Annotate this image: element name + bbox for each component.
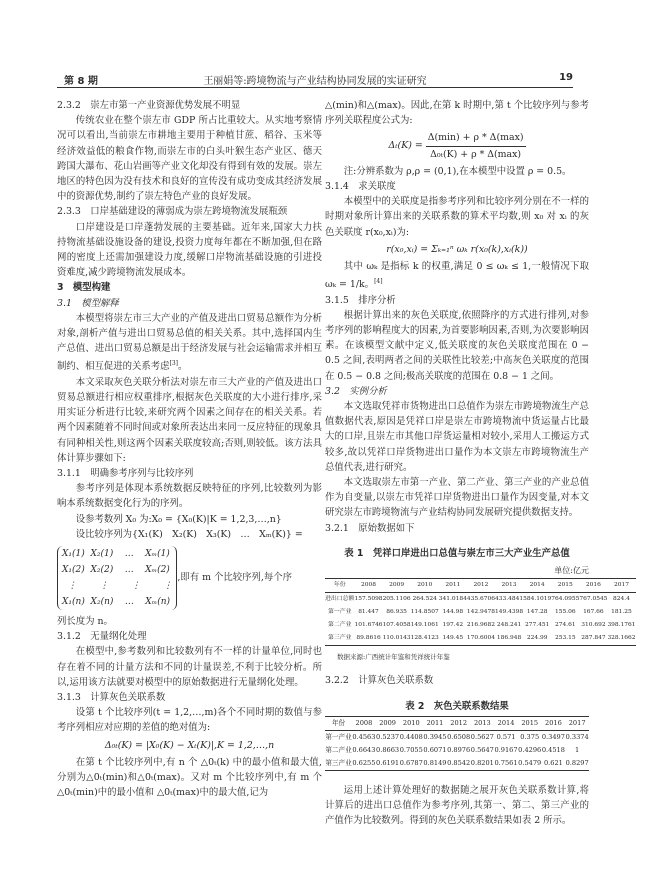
table-cell: 155.06 xyxy=(554,609,576,616)
table-cell: 0.6191 xyxy=(376,758,400,767)
table-header-cell: 2016 xyxy=(545,718,562,727)
row-label-cell: 第三产业 xyxy=(325,758,352,767)
table-cell: 277.451 xyxy=(524,622,550,629)
table-cell: 0.7055 xyxy=(399,745,423,754)
matrix-row: X₁(2) X₂(2) … Xₘ(2) xyxy=(62,565,170,576)
row-label-cell: 进出口总额 xyxy=(325,596,355,603)
left-column xyxy=(57,98,322,800)
row-label-cell: 第二产业 xyxy=(325,745,352,754)
table-cell: 0.3374 xyxy=(565,732,589,741)
formula-note: 注:分辨系数为 ρ,ρ = (0,1),在本模型中设置 ρ = 0.5。 xyxy=(343,165,572,177)
table-cell: 287.847 xyxy=(581,635,606,642)
table-header-cell: 2010 xyxy=(417,582,433,589)
section-3-2-2-heading: 3.2.2 计算灰色关联系数 xyxy=(325,675,434,687)
comparison-matrix xyxy=(57,546,177,610)
table-header-cell: 2017 xyxy=(568,718,586,727)
section-2-3-2-heading: 2.3.2 崇左市第一产业资源优势发展不明显 xyxy=(57,100,241,111)
section-2-3-2-paragraph: 传统农业在整个崇左市 GDP 所占比重较大。从实地考察情况可以看出,当前崇左市耕地主要用于种植甘蔗、稻谷、玉米等经济效益低的粮食作物,而崇左市的白头叶猴生态产业区、德天跨国大瀑布、花山岩画等产业文化却没有得到有效的发展。崇左地区的特色因为没有技术和良好的宣传没有成功变成其经济发展中的资源优势,制约了崇左特色产业的良好发展。 xyxy=(57,115,322,203)
table-cell: 110.0143 xyxy=(382,635,411,642)
section-3-1-3-paragraph-2: 在第 t 个比较序列中,有 n 个 △0ₜ(k) 中的最小值和最大值,分别为△0ₜ(min)和△0ₜ(max)。又对 m 个比较序列中,有 m 个△0ₜ(min)中的最小值和 △0ₜ(max)中的最大值,记为 xyxy=(57,756,322,799)
table-cell: 89.8616 xyxy=(356,635,381,642)
table-header-cell: 年份 xyxy=(331,718,346,727)
table-cell: 86.935 xyxy=(386,609,407,616)
section-2-3-3-paragraph: 口岸建设是口岸蓬勃发展的主要基础。近年来,国家大力扶持物流基础设施设备的建设,投资力度每年都在不断加强,但在路网的密度上还需加强建设力度,缓解口岸物流基础设施的引进投资难度,减少跨境物流发展成本。 xyxy=(57,221,322,279)
section-3-2-paragraph-1: 本文选取凭祥市货物进出口总值作为崇左市跨境物流生产总值数据代表,原因是凭祥口岸是崇左市跨境物流中货运量占比最大的口岸,且崇左市其他口岸货运量相对较小,采用人工搬运方式较多,故以凭祥口岸货物进出口量作为本文崇左市跨境物流生产总值代表,进行研究。 xyxy=(325,400,589,473)
table-cell: 0.8663 xyxy=(376,745,400,754)
table-cell: 128.4123 xyxy=(410,635,439,642)
table-cell: 435.6706 xyxy=(466,596,495,603)
section-3-1-4-heading: 3.1.4 求关联度 xyxy=(325,181,396,193)
row-label-cell: 第三产业 xyxy=(327,635,352,642)
table-cell: 101.6746 xyxy=(354,622,383,629)
table-header-cell: 2015 xyxy=(521,718,539,727)
table-cell: 0.4408 xyxy=(399,732,423,741)
table-1 xyxy=(325,578,636,646)
table-2 xyxy=(325,716,589,771)
table-cell: 186.948 xyxy=(496,635,522,642)
grey-relational-grade-formula: r(x₀,xᵢ) = Σₖ₌₁ⁿ ωₖ r(x₀(k),xᵢ(k)) xyxy=(386,243,528,255)
table-header-cell: 2011 xyxy=(445,582,461,589)
table-header-cell: 2017 xyxy=(613,582,629,589)
table-cell: 767.0545 xyxy=(579,596,608,603)
section-3-1-3-paragraph-1: 设第 t 个比较序列(t = 1,2,…,m)各个不同时期的数值与参考序列相应对应期的差值的绝对值为: xyxy=(57,707,322,734)
section-3-1-5-paragraph: 根据计算出来的灰色关联度,依照降序的方式进行排列,对参考序列的影响程度大的因素,为首要影响因素,否则,为次要影响因素。在该模型文献中定义,低关联度的灰色关联度范围在 0 − 0.5 之间,表明两者之间的关联性比较差;中高灰色关联度的范围在 0.5 − 0.8 之间;极高关联度的范围在 0.8 − 1 之间。 xyxy=(325,309,589,382)
table-cell: 310.692 xyxy=(581,622,606,629)
table-cell: 264.524 xyxy=(412,596,437,603)
table-header-cell: 2011 xyxy=(426,718,444,727)
table-cell: 149.4398 xyxy=(495,609,524,616)
section-3-1-1-paragraph: 参考序列是体现本系统数据反映特征的序列,比较数列为影响本系统数据变化行为的序列。 xyxy=(57,483,322,510)
table-cell: 0.6255 xyxy=(352,758,376,767)
final-paragraph: 运用上述计算处理好的数据随之展开灰色关联系数计算,将计算后的进出口总值作为参考序列,其第一、第二、第三产业的产值作为比较数列。得到的灰色关联系数结果如表 2 所示。 xyxy=(325,784,589,827)
table-cell: 341.0184 xyxy=(438,596,467,603)
reference-sequence-definition: 设参考数列 X₀ 为:X₀ = {X₀(K)|K = 1,2,3,…,n} xyxy=(75,513,282,525)
table-row xyxy=(325,593,636,607)
section-3-1-4-paragraph: 本模型中的关联度是指参考序列和比较序列分别在不一样的时期对象所计算出来的关联系数的算术平均数,则 x₀ 对 xᵢ 的灰色关联度 r(x₀,xᵢ)为: xyxy=(325,196,589,238)
table-cell: 0.5647 xyxy=(470,745,494,754)
table-row xyxy=(325,632,636,646)
section-3-1-3-heading: 3.1.3 计算灰色关联系数 xyxy=(57,692,166,704)
table-cell: 764.0955 xyxy=(551,596,580,603)
table-cell: 170.6004 xyxy=(466,635,495,642)
table-cell: 274.61 xyxy=(554,622,576,629)
section-3-1-paragraph-2: 本文采取灰色关联分析法对崇左市三大产业的产值及进出口贸易总额进行相应权重排序,根据灰色关联度的大小进行排序,采用实证分析进行比较,来研究两个因素之间存在的相关关系。若两个因素随着不同时间或对象所表达出来同一反应特征的现象具有同种相关性,则这两个因素关联度较高;否则,则较低。该方法具体计算步骤如下: xyxy=(57,376,322,464)
table-cell: 0.5479 xyxy=(518,758,542,767)
table-cell: 433.4841 xyxy=(495,596,524,603)
table-cell: 144.98 xyxy=(442,609,464,616)
table-cell: 398.1761 xyxy=(607,622,636,629)
table-cell: 216.9682 xyxy=(466,622,495,629)
table-cell: 0.3497 xyxy=(541,732,565,741)
continued-paragraph: △(min)和△(max)。因此,在第 k 时期中,第 t 个比较序列与参考序列关联程度公式为: xyxy=(325,100,589,127)
row-label-cell: 第一产业 xyxy=(325,732,352,741)
running-header xyxy=(57,36,573,87)
matrix-row: X₁(1) X₂(1) … Xₘ(1) xyxy=(62,549,170,560)
section-3-1-2-paragraph: 在模型中,参考数列和比较数列有不一样的计量单位,同时也存在着不同的计量方法和不同的计量误差,不利于比较分析。所以,运用该方法就要对模型中的原始数据进行无量纲化处理。 xyxy=(57,646,322,688)
sequence-length-text: 列长度为 n。 xyxy=(57,616,113,628)
table-cell: 0.6787 xyxy=(399,758,423,767)
table-cell: 0.9167 xyxy=(494,745,518,754)
section-3-1-heading: 3.1 模型解释 xyxy=(57,297,119,309)
table-cell: 81.447 xyxy=(358,609,379,616)
section-3-2-1-heading: 3.2.1 原始数据如下 xyxy=(325,522,415,534)
table-row xyxy=(325,730,589,744)
table-row xyxy=(325,606,636,619)
table-cell: 157.5098 xyxy=(354,596,383,603)
table-header-cell: 2013 xyxy=(501,582,517,589)
table-cell: 0.4518 xyxy=(541,745,565,754)
formula-denominator: Δ₀ₜ(K) + ρ * Δ(max) xyxy=(430,148,522,160)
table-cell: 0.8542 xyxy=(447,758,471,767)
weight-explanation: 其中 ωₖ 是指标 k 的权重,满足 0 ≤ ωₖ ≤ 1,一般情况下取 ωₖ = 1/k。[4] xyxy=(325,261,589,291)
table-cell: 0.8297 xyxy=(565,758,589,767)
table-cell: 149.1061 xyxy=(410,622,439,629)
table-1-header-row xyxy=(325,579,636,593)
table-header-cell: 2008 xyxy=(361,582,376,589)
table-cell: 224.99 xyxy=(526,635,548,642)
table-header-cell: 2010 xyxy=(402,718,420,727)
table-cell: 0.5627 xyxy=(470,732,494,741)
citation-4: [4] xyxy=(374,278,383,286)
table-cell: 0.375 xyxy=(520,732,540,741)
section-3-1-5-heading: 3.1.5 排序分析 xyxy=(325,294,396,306)
table-cell: 114.8507 xyxy=(410,609,439,616)
table-cell: 107.4058 xyxy=(382,622,411,629)
comparison-sequence-definition: 设比较序列为{X₁(K) X₂(K) X₃(K) … Xₘ(K)} = xyxy=(75,528,303,540)
table-cell: 0.571 xyxy=(496,732,516,741)
matrix-caption: ,即有 m 个比较序列,每个序 xyxy=(177,572,292,584)
table-cell: 0.4563 xyxy=(352,732,376,741)
table-cell: 0.3945 xyxy=(423,732,447,741)
table-header-cell: 2009 xyxy=(379,718,396,727)
formula-numerator: Δ(min) + ρ * Δ(max) xyxy=(426,130,526,146)
table-row xyxy=(325,744,589,757)
table-cell: 0.6071 xyxy=(423,745,447,754)
table-cell: 0.4296 xyxy=(518,745,542,754)
matrix-row: X₁(n) X₂(n) … Xₘ(n) xyxy=(62,597,171,608)
table-cell: 149.45 xyxy=(442,635,464,642)
table-1-source: 数据来源:广西统计年鉴和凭祥统计年鉴 xyxy=(337,653,450,662)
table-cell: 0.6508 xyxy=(447,732,471,741)
table-2-title: 表 2 灰色关联系数结果 xyxy=(405,700,509,712)
section-3-2-paragraph-2: 本文选取崇左市第一产业、第二产业、第三产业的产业总值作为自变量,以崇左市凭祥口岸货物进出口量作为因变量,对本文研究崇左市跨境物流与产业结构协同发展研究提供数据支持。 xyxy=(325,477,589,519)
table-cell: 1 xyxy=(575,745,580,754)
table-cell: 205.1106 xyxy=(382,596,411,603)
table-cell: 248.241 xyxy=(496,622,522,629)
correlation-coefficient-formula: Δₜ(K) = $\frac{\Delta(\min) + \rho * \Delta(\max)}{\text{Δ₀ₜ(K) + ρ * Δ(max)}}$ xyxy=(325,130,589,161)
table-cell: 0.8201 xyxy=(470,758,494,767)
table-cell: 147.28 xyxy=(526,609,548,616)
section-2-3-3-heading: 2.3.3 口岸基础建设的薄弱成为崇左跨境物流发展瓶颈 xyxy=(57,206,288,218)
table-cell: 328.1662 xyxy=(607,635,636,642)
table-cell: 824.4 xyxy=(613,596,630,603)
comparison-matrix-block xyxy=(57,546,322,610)
table-1-unit: 单位:亿元 xyxy=(554,566,589,576)
table-header-cell: 2016 xyxy=(585,582,601,589)
citation-3: [3] xyxy=(169,360,179,368)
table-cell: 0.6643 xyxy=(352,745,376,754)
row-label-cell: 第一产业 xyxy=(327,609,352,616)
right-column xyxy=(325,98,636,828)
table-cell: 142.9478 xyxy=(466,609,495,616)
table-header-cell: 2008 xyxy=(355,718,373,727)
table-cell: 253.15 xyxy=(554,635,576,642)
table-2-header-row xyxy=(325,716,589,730)
table-cell: 197.42 xyxy=(442,622,464,629)
table-1-title: 表 1 凭祥口岸进出口总值与崇左市三大产业生产总值 xyxy=(344,547,570,559)
section-3-1-2-heading: 3.1.2 无量纲化处理 xyxy=(57,631,147,643)
row-label-cell: 第二产业 xyxy=(327,622,352,629)
table-header-cell: 2012 xyxy=(450,718,468,727)
table-cell: 0.8149 xyxy=(423,758,447,767)
issue-number: 第 8 期 xyxy=(64,76,98,87)
running-title: 王丽娟等:跨境物流与产业结构协同发展的实证研究 xyxy=(203,76,427,87)
table-header-cell: 2015 xyxy=(557,582,573,589)
table-header-cell: 2009 xyxy=(389,582,405,589)
table-cell: 0.7561 xyxy=(494,758,518,767)
section-3-1-paragraph-1: 本模型将崇左市三大产业的产值及进出口贸易总额作为分析对象,剖析产值与进出口贸易总值的相关关系。其中,选择国内生产总值、进出口贸易总额是出于经济发展与社会运输需求并相互制约、相互促进的关系考虑[3]。 xyxy=(57,312,322,373)
section-3-2-heading: 3.2 实例分析 xyxy=(325,385,387,397)
table-cell: 167.66 xyxy=(583,609,604,616)
table-cell: 0.5237 xyxy=(376,732,400,741)
table-row xyxy=(325,757,589,771)
table-header-cell: 2014 xyxy=(529,582,545,589)
difference-formula: Δ₀ₜ(K) = |X₀(K) − Xₜ(K)|,K = 1,2,…,n xyxy=(104,739,275,751)
table-cell: 181.25 xyxy=(611,609,632,616)
table-cell: 584.1019 xyxy=(523,596,552,603)
table-cell: 0.621 xyxy=(543,758,563,767)
table-header-cell: 2014 xyxy=(497,718,515,727)
section-3-1-1-heading: 3.1.1 明确参考序列与比较序列 xyxy=(57,468,194,479)
table-cell: 0.8976 xyxy=(447,745,471,754)
table-header-cell: 年份 xyxy=(333,582,346,589)
header-rule xyxy=(57,87,573,88)
table-header-cell: 2012 xyxy=(473,582,489,589)
matrix-row: ⋮ ⋮ ⋮ ⋮ xyxy=(62,581,173,592)
table-row xyxy=(325,619,636,632)
page-number: 19 xyxy=(559,72,573,83)
table-header-cell: 2013 xyxy=(473,718,491,727)
section-3-heading: 3 模型构建 xyxy=(57,282,111,294)
